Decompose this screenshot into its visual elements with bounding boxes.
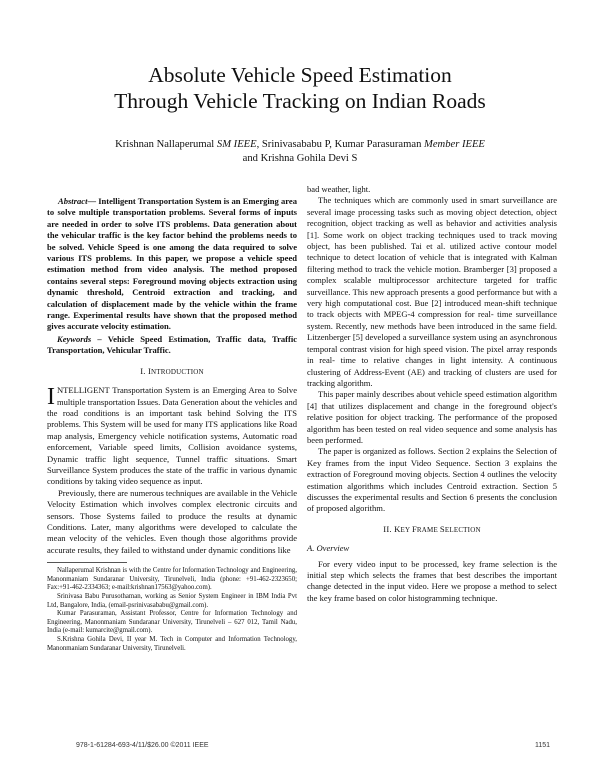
author-name: Krishnan Nallaperumal [115, 139, 217, 150]
section-number: I. [140, 365, 148, 376]
right-paragraph-1: The techniques which are commonly used in smart surveillance are several image processing tasks such as moving object detection, object recognition, object tracking as well as behavior and activities analysis [1]. Some work on object tracking techniques used to track moving object, has been published. Tai et al. utilized active contour model technique to detect location of vehicle that is integrated with Kalman filtering method to track the vehicle motion. Bramberger [3] proposed a complex scalable multiprocessor architecture targeted for traffic surveillance. This new approach presents a good performance but with a very high computational cost. Bue [2] introduced mean-shift technique to track objects with MPEG-4 compression for real- time surveillance system. Recently, new methods have been introduced in the same field. Litzenberger [5] developed a surveillance system using an asynchronous temporal contrast vision for high speed vision. The pixel array responds in real- time to relative changes in light intensity. A continuous clustering of Address-Event (AE) and tracking of clusters are used for tracking algorithm. [307, 195, 557, 388]
footnote-divider [47, 562, 127, 563]
subsection-heading-overview: A. Overview [307, 543, 350, 554]
right-column [307, 184, 557, 604]
section-title-rest: NTRODUCTION [151, 367, 204, 376]
author-name: , Srinivasababu P, Kumar Parasuraman [256, 139, 425, 150]
intro-text-1: NTELLIGENT Transportation System is an Emerging Area to Solve multiple transportation Issues. Data Generation about the vehicles and the road conditions is an important task behind Solving the ITS problems. This System will be used for many ITS applications like Road map analysis, Emergency vehicle notification systems, Automatic road enforcement, Variable speed limits, Collision avoidance systems, Dynamic traffic light sequence, Tunnel traffic situations. Smart Surveillance System produces the state of the traffic in various dynamic conditions by taking video sequence as input. [47, 385, 297, 487]
section-initial: K [394, 523, 401, 534]
footer-copyright: 978-1-61284-693-4/11/$26.00 ©2011 IEEE [76, 742, 209, 749]
footnote-4: S.Krishna Gohila Devi, II year M. Tech in Computer and Information Technology, Manonmaniam Sundaranar University, Tirunelveli. [47, 635, 297, 652]
author-affiliation: SM IEEE [216, 139, 257, 150]
paper-title [40, 62, 560, 114]
section-title-rest: RAME [416, 525, 440, 534]
right-paragraph-0: bad weather, light. [307, 184, 371, 194]
section-heading-introduction [47, 366, 297, 378]
right-paragraph-4: For every video input to be processed, key frame selection is the initial step which selects the frames that best describes the important change detected in the input video. Here we propose a method to select the key frame based on color histogramming technique. [307, 558, 557, 603]
left-column [47, 196, 297, 653]
section-heading-key-frame-selection [307, 524, 557, 536]
authors-line-1 [60, 138, 540, 152]
section-initial: S [439, 523, 445, 534]
right-paragraph-3: The paper is organized as follows. Section 2 explains the Selection of Key frames from the input Video Sequence. Section 3 explains the extraction of Foreground moving objects. Section 4 outlines the velocity estimation algorithms which includes Centroid extraction. Section 5 discusses the experimental results and Section 6 presents the conclusion of proposed algorithm. [307, 446, 557, 514]
footnote-3: Kumar Parasuraman, Assistant Professor, Centre for Information Technology and Engineering, Manonmaniam Sundaranar University, Tirunelveli – 627 012, Tamil Nadu, India (e-mail: kumarcite@gmail.com). [47, 610, 297, 635]
abstract-label: Abstract [58, 196, 88, 206]
title-line-2: Through Vehicle Tracking on Indian Roads [114, 89, 486, 113]
author-affiliation: Member IEEE [424, 139, 485, 150]
abstract [47, 196, 297, 333]
section-number: II. [383, 523, 395, 534]
section-title-rest: ELECTION [444, 525, 481, 534]
footnote-2: Srinivasa Babu Purusothaman, working as Senior System Engineer in IBM India Pvt Ltd, Bangalore, India, (email-psrinivasababu@gmail.com). [47, 592, 297, 609]
authors-line-2: and Krishna Gohila Devi S [242, 153, 358, 164]
section-initial: I [147, 365, 152, 376]
footnote-1: Nallaperumal Krishnan is with the Centre for Information Technology and Engineering, Manonmaniam Sundaranar University, Tirunelveli, India (phone: +91-462-2323650; Fax:+91-462-2334363; e-mail:krishnan17563@yahoo.com). [47, 567, 297, 592]
page-number: 1151 [535, 742, 551, 749]
keywords-text: – Vehicle Speed Estimation, Traffic data, Traffic Transportation, Vehicular Traffic. [47, 333, 297, 356]
intro-paragraph-2: Previously, there are numerous techniques are available in the Vehicle Velocity Estimation which involves complex electronic circuits and sensors. Those Systems failed to produce the results at dynamic Conditions. Later, many algorithms were developed to calculate the mean velocity of the vehicles. Even though those algorithms provide accurate results, they failed to withstand under dynamic conditions like [47, 487, 297, 555]
intro-paragraph-1 [47, 385, 297, 488]
right-paragraph-2: This paper mainly describes about vehicle speed estimation algorithm [4] that utilizes displacement and change in the foreground object's relative position for object tracking. The performance of the proposed algorithm has been tested on real video sequence and some analysis has been performed. [307, 389, 557, 445]
drop-cap: I [47, 384, 55, 411]
abstract-text: — Intelligent Transportation System is an Emerging area to solve multiple transportation problems. Several forms of inputs are needed in order to solve ITS problems. Data generation about the vehicular traffic is the key factor behind the problems needs to be solved. Vehicle Speed is one among the data required to solve various ITS problems. In this paper, we propose a vehicle speed estimation method from video analysis. The method proposed contains several steps: Foreground moving objects extraction using dynamic threshold, Centroid extraction and tracking, and calculation of displacement made by the vehicle within the frame range. Experimental results have shown that the proposed method gives accurate velocity estimation. [47, 196, 297, 332]
section-title-rest: EY [400, 525, 412, 534]
keywords-label: Keywords [57, 333, 92, 344]
section-initial: F [411, 523, 417, 534]
author-list [60, 138, 540, 166]
keywords [47, 334, 297, 357]
title-line-1: Absolute Vehicle Speed Estimation [148, 63, 452, 87]
